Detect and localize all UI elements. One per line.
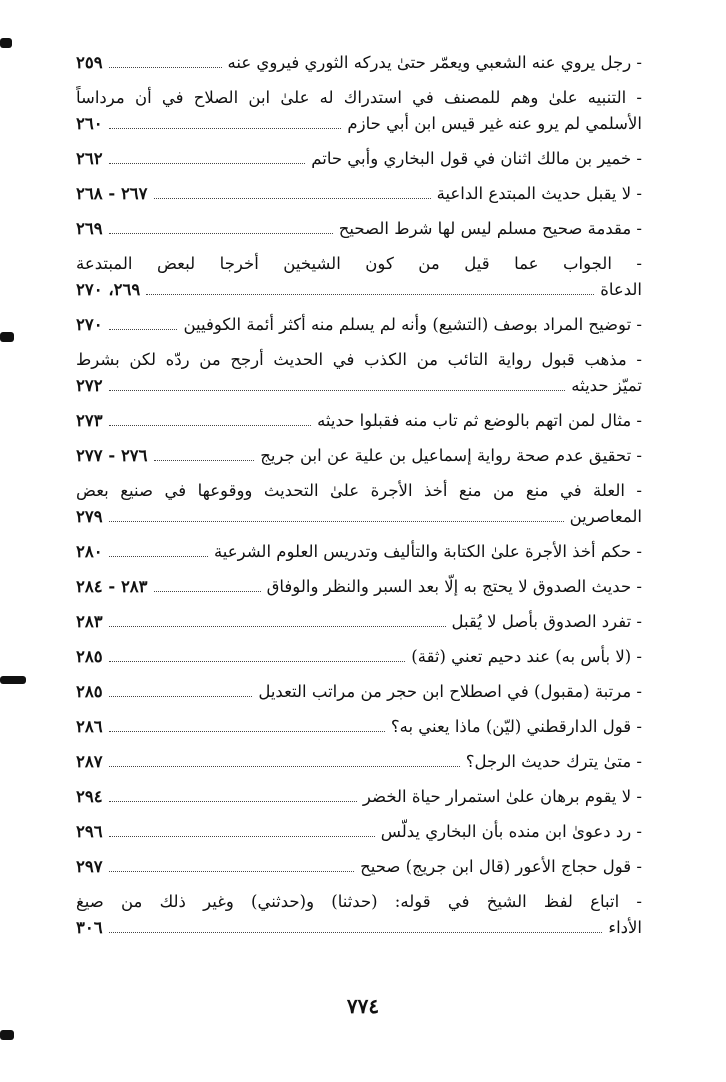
toc-entry-line — [76, 216, 642, 242]
toc-entry-line — [76, 784, 642, 810]
dot-leader — [109, 390, 566, 391]
toc-entry — [76, 216, 642, 242]
dot-leader — [109, 67, 222, 68]
toc-entry-text: - تحقيق عدم صحة رواية إسماعيل بن علية عن ابن جريج — [260, 446, 642, 465]
dot-leader — [109, 626, 446, 627]
scan-edge-mark — [0, 38, 12, 48]
toc-entry-text: - التنبيه علىٰ وهم للمصنف في استدراك له علىٰ ابن الصلاح في أن مرداساً — [76, 88, 642, 107]
toc-entry-text: - خمير بن مالك اثنان في قول البخاري وأبي حاتم — [311, 149, 642, 168]
toc-entry — [76, 574, 642, 600]
toc-entry-text: الأسلمي لم يرو عنه غير قيس ابن أبي حازم — [347, 114, 642, 133]
toc-page-ref: ٢٨٧ — [76, 752, 103, 771]
toc-entry — [76, 347, 642, 399]
dot-leader — [109, 521, 564, 522]
toc-entry — [76, 714, 642, 740]
toc-entry-text: - حديث الصدوق لا يحتج به إلّا بعد السبر والنظر والوفاق — [266, 577, 642, 596]
toc-entry — [76, 251, 642, 303]
scan-edge-mark — [0, 676, 26, 684]
toc-entry — [76, 312, 642, 338]
toc-entry-text: المعاصرين — [569, 507, 642, 526]
toc-page-ref: ٢٨٣ — [76, 612, 103, 631]
toc-entry-line — [76, 854, 642, 880]
toc-entry-text: - مذهب قبول رواية التائب من الكذب في الحديث أرجح من ردّه لكن بشرط — [76, 350, 642, 369]
dot-leader — [109, 766, 460, 767]
dot-leader — [109, 128, 342, 129]
toc-entry — [76, 609, 642, 635]
dot-leader — [154, 460, 255, 461]
toc-entry-text: - (لا بأس به) عند دحيم تعني (ثقة) — [411, 647, 642, 666]
toc-entry-line — [76, 609, 642, 635]
toc-entry — [76, 181, 642, 207]
toc-entry-line — [76, 574, 642, 600]
dot-leader — [146, 294, 594, 295]
toc-entry-line — [76, 146, 642, 172]
toc-entry — [76, 85, 642, 137]
toc-entry-text: - توضيح المراد بوصف (التشيع) وأنه لم يسلم منه أكثر أئمة الكوفيين — [183, 315, 642, 334]
toc-entry-line — [76, 539, 642, 565]
toc-entry — [76, 749, 642, 775]
toc-page-ref: ٢٩٤ — [76, 787, 103, 806]
toc-entry — [76, 50, 642, 76]
toc-entry — [76, 889, 642, 941]
dot-leader — [109, 696, 253, 697]
toc-entry-line — [76, 644, 642, 670]
toc-page-ref: ٢٩٧ — [76, 857, 103, 876]
scan-edge-mark — [0, 1030, 14, 1040]
toc-entry-text: - لا يقوم برهان علىٰ استمرار حياة الخضر — [362, 787, 642, 806]
toc-page-ref: ٢٦٩، ٢٧٠ — [76, 280, 141, 299]
toc-entry-text: - اتباع لفظ الشيخ في قوله: (حدثنا) و(حدثني) وغير ذلك من صيغ — [76, 892, 642, 911]
toc-page-ref: ٢٩٦ — [76, 822, 103, 841]
toc-entry — [76, 478, 642, 530]
toc-entry-text: - رجل يروي عنه الشعبي ويعمّر حتىٰ يدركه الثوري فيروي عنه — [227, 53, 642, 72]
toc-page-ref: ٢٧٩ — [76, 507, 103, 526]
toc-page-ref: ٢٦٩ — [76, 219, 103, 238]
toc-entry-text: - حكم أخذ الأجرة علىٰ الكتابة والتأليف وتدريس العلوم الشرعية — [213, 542, 642, 561]
toc-entry-text: - الجواب عما قيل من كون الشيخين أخرجا لبعض المبتدعة — [76, 254, 642, 273]
toc-entry-text: - متىٰ يترك حديث الرجل؟ — [465, 752, 642, 771]
dot-leader — [109, 871, 355, 872]
toc-entry-text: - قول حجاج الأعور (قال ابن جريج) صحيح — [360, 857, 642, 876]
toc-page-ref: ٣٠٦ — [76, 918, 103, 937]
dot-leader — [109, 836, 375, 837]
toc-entry-line — [76, 915, 642, 941]
dot-leader — [109, 932, 603, 933]
dot-leader — [109, 556, 208, 557]
toc-page-ref: ٢٥٩ — [76, 53, 103, 72]
toc-entry-text: تميّز حديثه — [571, 376, 642, 395]
toc-entry-text: الأداء — [608, 918, 642, 937]
dot-leader — [109, 731, 385, 732]
toc-page-ref: ٢٨٥ — [76, 682, 103, 701]
toc-entry — [76, 146, 642, 172]
page-number: ٧٧٤ — [346, 994, 380, 1018]
toc-page-ref: ٢٨٠ — [76, 542, 103, 561]
toc-entry-text: - لا يقبل حديث المبتدع الداعية — [436, 184, 642, 203]
toc-entry — [76, 784, 642, 810]
toc-entry-text: - مقدمة صحيح مسلم ليس لها شرط الصحيح — [338, 219, 642, 238]
toc-entry-text: - مرتبة (مقبول) في اصطلاح ابن حجر من مراتب التعديل — [258, 682, 642, 701]
dot-leader — [109, 233, 333, 234]
toc-page-ref: ٢٦٧ - ٢٦٨ — [76, 184, 148, 203]
toc-entry — [76, 819, 642, 845]
scan-edge-mark — [0, 332, 14, 342]
toc-entry — [76, 539, 642, 565]
dot-leader — [109, 801, 357, 802]
toc-page-ref: ٢٦٠ — [76, 114, 103, 133]
toc-page-ref: ٢٦٢ — [76, 149, 103, 168]
toc-page-ref: ٢٧٦ - ٢٧٧ — [76, 446, 148, 465]
toc-entry — [76, 443, 642, 469]
toc-entry-line — [76, 714, 642, 740]
toc-entry — [76, 679, 642, 705]
toc-entry-line — [76, 373, 642, 399]
table-of-contents — [76, 50, 642, 950]
toc-page-ref: ٢٧٢ — [76, 376, 103, 395]
toc-entry-text: الدعاة — [600, 280, 642, 299]
toc-entry-line — [76, 443, 642, 469]
toc-entry-text: - العلة في منع من منع أخذ الأجرة علىٰ التحديث ووقوعها في صنيع بعض — [76, 481, 642, 500]
toc-entry-line — [76, 504, 642, 530]
toc-entry-text: - قول الدارقطني (ليّن) ماذا يعني به؟ — [390, 717, 642, 736]
toc-page-ref: ٢٧٠ — [76, 315, 103, 334]
toc-entry — [76, 854, 642, 880]
toc-page-ref: ٢٨٣ - ٢٨٤ — [76, 577, 148, 596]
dot-leader — [109, 329, 178, 330]
toc-entry-text: - رد دعوىٰ ابن منده بأن البخاري يدلّس — [380, 822, 642, 841]
dot-leader — [154, 198, 431, 199]
toc-entry-text: - مثال لمن اتهم بالوضع ثم تاب منه فقبلوا حديثه — [317, 411, 642, 430]
toc-entry-line — [76, 679, 642, 705]
toc-entry-line — [76, 50, 642, 76]
toc-entry — [76, 408, 642, 434]
toc-entry-line — [76, 408, 642, 434]
toc-page-ref: ٢٧٣ — [76, 411, 103, 430]
dot-leader — [109, 425, 311, 426]
toc-entry-line — [76, 111, 642, 137]
toc-entry-text: - تفرد الصدوق بأصل لا يُقبل — [451, 612, 642, 631]
toc-page-ref: ٢٨٥ — [76, 647, 103, 666]
dot-leader — [109, 163, 306, 164]
toc-entry-line — [76, 277, 642, 303]
toc-entry-line — [76, 181, 642, 207]
toc-entry-line — [76, 312, 642, 338]
dot-leader — [109, 661, 406, 662]
toc-entry-line — [76, 749, 642, 775]
toc-entry — [76, 644, 642, 670]
dot-leader — [154, 591, 261, 592]
toc-entry-line — [76, 819, 642, 845]
toc-page-ref: ٢٨٦ — [76, 717, 103, 736]
